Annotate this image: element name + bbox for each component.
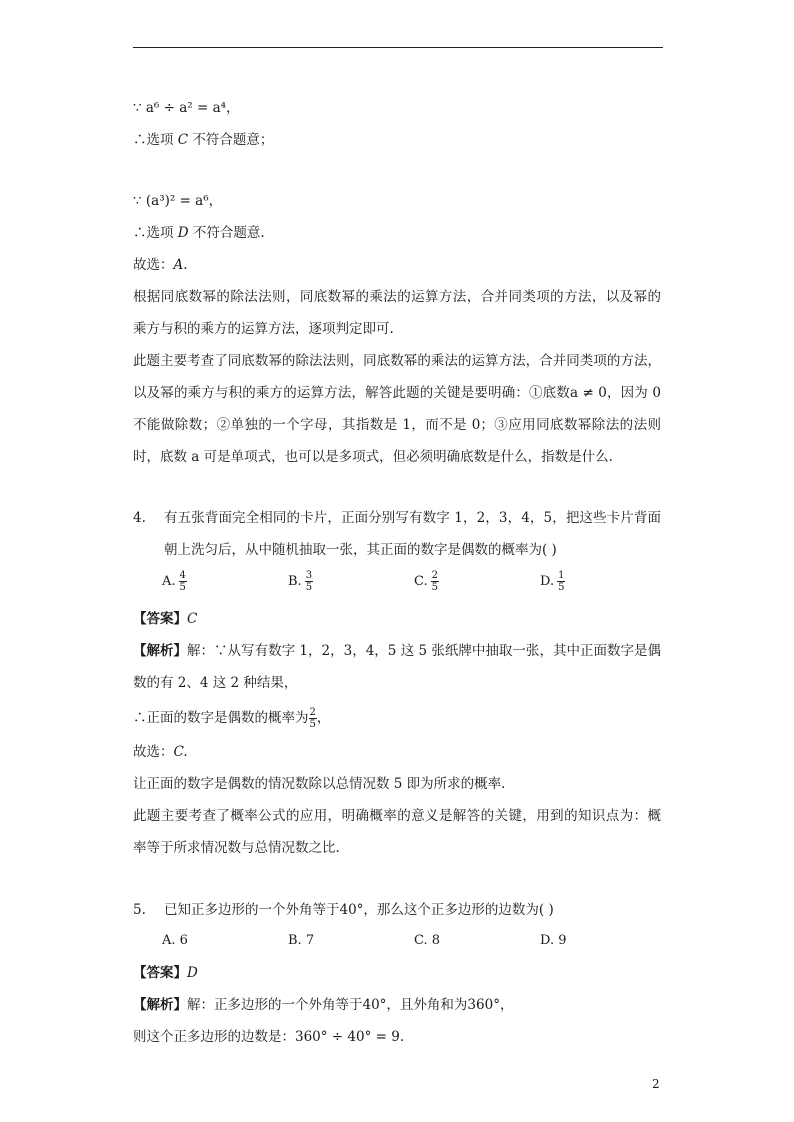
option-a: A. 6 <box>162 933 188 948</box>
choice-line: 故选：A. <box>133 257 188 273</box>
conclusion-line: ∴选项 C 不符合题意； <box>133 132 274 148</box>
comment-line: 率等于所求情况数与总情况数之比. <box>133 840 340 856</box>
answer-line: 【答案】D <box>133 965 198 981</box>
explanation-line: 【解析】解：∵从写有数字 1，2，3，4，5 这 5 张纸牌中抽取一张，其中正面数字是偶 <box>133 643 661 659</box>
analysis-line: 乘方与积的乘方的运算方法，逐项判定即可. <box>133 321 394 337</box>
formula-line: ∵ (a³)² = a⁶， <box>133 193 223 209</box>
analysis-line: 让正面的数字是偶数的情况数除以总情况数 5 即为所求的概率. <box>133 776 506 792</box>
formula-line: ∵ a⁶ ÷ a² = a⁴， <box>133 100 240 116</box>
page-number: 2 <box>652 1077 660 1091</box>
analysis-line: 根据同底数幂的除法法则，同底数幂的乘法的运算方法，合并同类项的方法，以及幂的 <box>133 289 661 305</box>
conclusion-line: ∴选项 D 不符合题意. <box>133 225 265 241</box>
option-b: B. $\frac{3}{5}$ <box>288 570 313 593</box>
header-rule <box>133 47 663 48</box>
explanation-line: 则这个正多边形的边数是：360° ÷ 40° = 9. <box>133 1029 405 1045</box>
option-c: C. $\frac{2}{5}$ <box>414 570 438 593</box>
explanation-line: 【解析】解：正多边形的一个外角等于40°，且外角和为360°， <box>133 997 514 1013</box>
question-stem: 朝上洗匀后，从中随机抽取一张，其正面的数字是偶数的概率为( ) <box>164 542 557 558</box>
option-d: D. 9 <box>540 933 567 948</box>
explanation-line: 数的有 2、4 这 2 种结果， <box>133 675 298 691</box>
comment-line: 此题主要考查了同底数幂的除法法则，同底数幂的乘法的运算方法，合并同类项的方法， <box>133 353 661 369</box>
comment-line: 时，底数 a 可是单项式，也可以是多项式，但必须明确底数是什么，指数是什么. <box>133 449 613 465</box>
comment-line: 此题主要考查了概率公式的应用，明确概率的意义是解答的关键，用到的知识点为：概 <box>133 808 661 824</box>
comment-line: 以及幂的乘方与积的乘方的运算方法，解答此题的关键是要明确：①底数a ≠ 0，因为 0 <box>133 385 661 401</box>
probability-line: ∴正面的数字是偶数的概率为 $\frac{2}{5}$ ， <box>133 707 331 730</box>
choice-line: 故选：C. <box>133 744 188 760</box>
question-stem: 有五张背面完全相同的卡片，正面分别写有数字 1，2，3，4，5，把这些卡片背面 <box>164 510 661 526</box>
option-d: D. $\frac{1}{5}$ <box>540 570 565 593</box>
question-number: 5. <box>133 902 146 918</box>
option-a: A. $\frac{4}{5}$ <box>162 570 186 593</box>
answer-line: 【答案】C <box>133 611 198 627</box>
question-stem: 已知正多边形的一个外角等于40°，那么这个正多边形的边数为( ) <box>164 902 554 918</box>
option-c: C. 8 <box>414 933 441 948</box>
option-b: B. 7 <box>288 933 315 948</box>
question-number: 4. <box>133 510 146 526</box>
comment-line: 不能做除数；②单独的一个字母，其指数是 1，而不是 0；③应用同底数幂除法的法则 <box>133 417 661 433</box>
